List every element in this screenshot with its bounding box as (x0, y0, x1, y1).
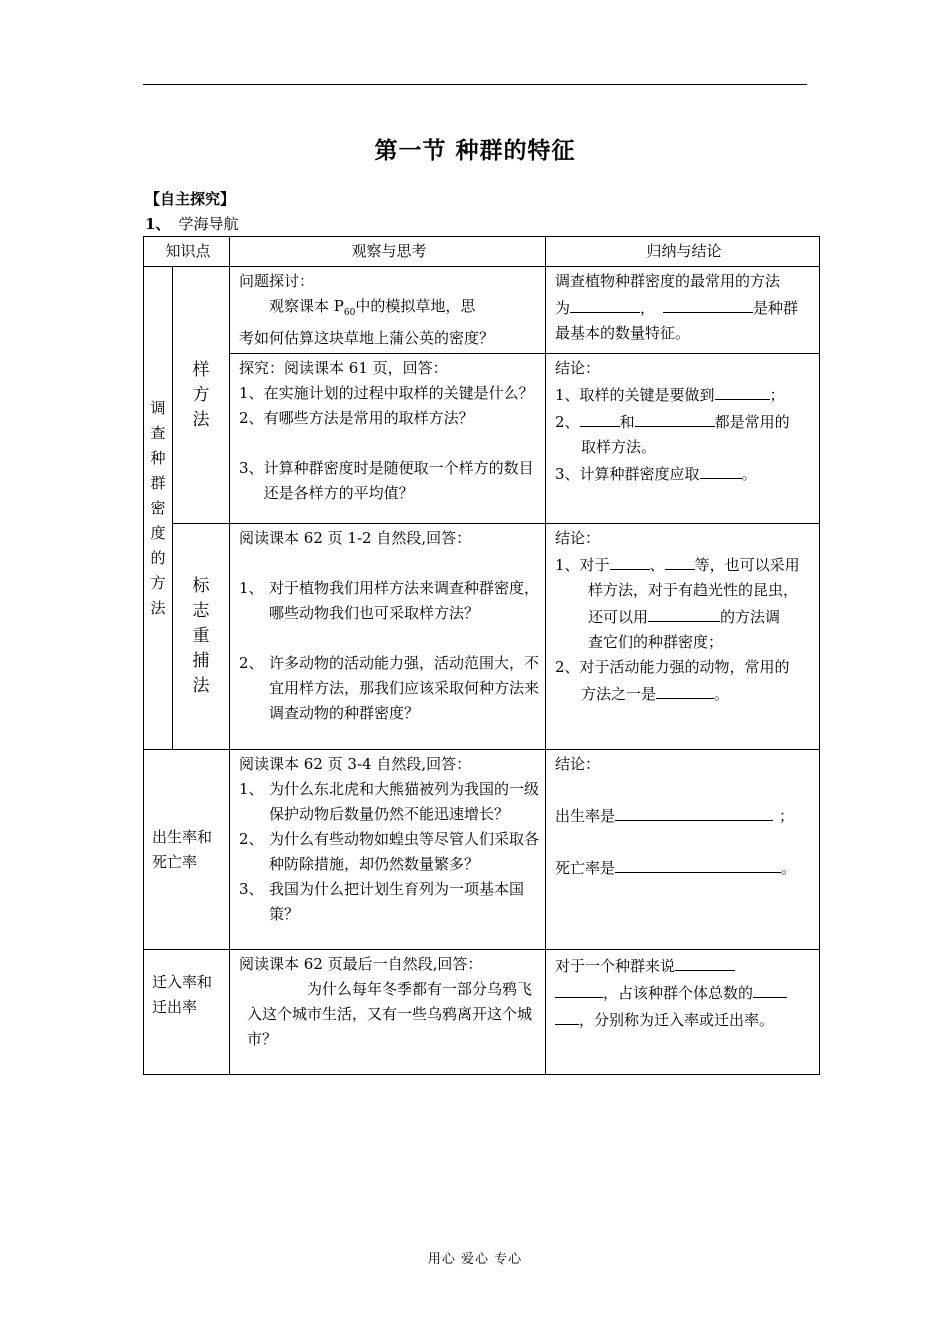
list-item (239, 406, 539, 431)
vertical-topic-label (144, 396, 172, 621)
spacer (239, 431, 539, 456)
con-line (555, 408, 813, 435)
list-item (239, 777, 539, 827)
table-header-row (144, 237, 820, 267)
fill-blank[interactable] (615, 802, 773, 821)
con-text: 还可以用 (588, 608, 649, 626)
list-item (239, 651, 539, 726)
study-table (143, 236, 820, 1075)
fill-blank[interactable] (715, 381, 770, 400)
con-line: 查它们的种群密度； (588, 633, 724, 651)
list-item (239, 381, 539, 406)
con-line: 最基本的数量特征。 (555, 324, 691, 342)
table-row (144, 354, 820, 524)
topic-migration-rate (144, 950, 230, 1075)
con-text: 、 (649, 556, 665, 574)
item-text: 我国为什么把计划生育列为一项基本国策？ (269, 880, 525, 923)
vertical-char: 法 (150, 598, 166, 617)
obs-list (239, 576, 539, 726)
obs-line (239, 294, 539, 326)
con-title: 结论： (555, 529, 601, 547)
item-text: 许多动物的活动能力强，活动范围大，不宜用样方法，那我们应该采取何种方法来调查动物的种群密度？ (269, 654, 540, 722)
item-text: 为什么有些动物如蝗虫等尽管人们采取各种防除措施，却仍然数量繁多？ (269, 830, 540, 873)
list-item (239, 456, 539, 506)
header-rule (143, 84, 807, 85)
observation-cell (230, 354, 546, 524)
vertical-sub-label (173, 574, 229, 699)
con-text: 对于一个种群来说 (555, 957, 676, 975)
fill-blank[interactable] (555, 979, 603, 998)
con-line (555, 603, 813, 630)
con-text: 1、对于 (555, 556, 610, 574)
con-line (555, 1006, 813, 1033)
conclusion-cell (546, 750, 820, 950)
item-number: 2、 (239, 830, 264, 848)
fill-blank[interactable] (555, 1006, 579, 1025)
section-heading: 【自主探究】 (145, 190, 236, 208)
vertical-char: 样 (192, 359, 210, 380)
con-line (555, 979, 813, 1006)
con-text: ，占该种群个体总数的 (603, 984, 754, 1002)
spacer (555, 829, 813, 854)
list-item (239, 576, 539, 626)
fill-blank[interactable] (580, 408, 620, 427)
con-text: ，分别称为迁入率或迁出率。 (579, 1011, 775, 1029)
con-line (555, 551, 813, 578)
item-text: 有哪些方法是常用的取样方法？ (263, 409, 474, 427)
conclusion-cell (546, 354, 820, 524)
con-text: 和 (619, 413, 635, 431)
fill-blank[interactable] (610, 551, 650, 570)
subsection-text: 学海导航 (178, 215, 239, 233)
con-text: 等，也可以采用 (694, 556, 800, 574)
vertical-char: 度 (150, 523, 166, 542)
fill-blank[interactable] (753, 979, 787, 998)
subsection-heading (145, 213, 238, 234)
obs-title: 阅读课本 62 页 1-2 自然段,回答： (239, 529, 472, 547)
item-number: 3、 (239, 459, 264, 477)
item-number: 1、 (239, 579, 264, 597)
observation-cell (230, 267, 546, 354)
header-observation: 观察与思考 (230, 237, 546, 267)
table-row (144, 750, 820, 950)
item-number: 3、 (239, 880, 264, 898)
con-text: 。 (741, 465, 757, 483)
obs-title: 阅读课本 62 页 3-4 自然段,回答： (239, 755, 472, 773)
page-subscript: 60 (343, 308, 356, 318)
con-line: 样方法，对于有趋光性的昆虫， (588, 581, 799, 599)
item-text: 在实施计划的过程中取样的关键是什么？ (263, 384, 534, 402)
item-text: 对于植物我们用样方法来调查种群密度，哪些动物我们也可采取样方法？ (269, 579, 540, 622)
fill-blank[interactable] (615, 854, 781, 873)
vertical-char: 种 (150, 448, 166, 467)
obs-text: 中的模拟草地，思 (355, 297, 476, 315)
obs-list (239, 777, 539, 927)
obs-title: 问题探讨： (239, 272, 315, 290)
con-line: 2、对于活动能力强的动物，常用的 (555, 658, 790, 676)
conclusion-cell (546, 267, 820, 354)
obs-line: 考如何估算这块草地上蒲公英的密度？ (239, 329, 495, 347)
con-text: 。 (781, 859, 797, 877)
vertical-sub-label (173, 358, 229, 433)
con-text: 1、取样的关键是要做到 (555, 386, 715, 404)
conclusion-cell (546, 950, 820, 1075)
page-title: 第一节 种群的特征 (374, 137, 576, 164)
vertical-char: 志 (192, 601, 210, 621)
con-text: ； (779, 807, 795, 825)
con-line (555, 381, 813, 408)
con-text: 出生率是 (555, 807, 616, 825)
con-line: 取样方法。 (581, 438, 657, 456)
con-line (555, 952, 813, 979)
con-text: 。 (714, 685, 730, 703)
item-number: 1、 (239, 780, 264, 798)
obs-title: 阅读课本 62 页最后一自然段,回答： (239, 955, 483, 973)
con-title: 结论： (555, 359, 601, 377)
topic-birth-death-rate (144, 750, 230, 950)
topic-label: 出生率和死亡率 (152, 827, 213, 871)
conclusion-cell (546, 524, 820, 750)
vertical-char: 方 (192, 384, 210, 405)
item-number: 1、 (239, 384, 264, 402)
fill-blank[interactable] (648, 603, 720, 622)
topic-density-methods (144, 267, 173, 750)
item-number: 2、 (239, 654, 264, 672)
con-line (555, 294, 813, 321)
vertical-char: 查 (150, 423, 166, 442)
con-text: 为 (555, 299, 571, 317)
observation-cell (230, 750, 546, 950)
list-item (239, 827, 539, 877)
item-text: 为什么东北虎和大熊猫被列为我国的一级保护动物后数量仍然不能迅速增长？ (269, 780, 540, 823)
topic-mark-recapture (173, 524, 230, 750)
observation-cell (230, 524, 546, 750)
table-row (144, 524, 820, 750)
con-text: 死亡率是 (555, 859, 616, 877)
con-text: 方法之一是 (581, 685, 657, 703)
con-text: 都是常用的 (714, 413, 790, 431)
vertical-char: 密 (150, 498, 166, 517)
fill-blank[interactable] (700, 460, 742, 479)
topic-label: 迁入率和迁出率 (152, 973, 213, 1016)
fill-blank[interactable] (656, 680, 714, 699)
list-item (239, 877, 539, 927)
con-line: 调查植物种群密度的最常用的方法 (555, 272, 781, 290)
fill-blank[interactable] (665, 551, 695, 570)
item-number: 2、 (239, 409, 264, 427)
fill-blank[interactable] (675, 952, 735, 971)
con-text: ， (640, 299, 656, 317)
con-line (555, 854, 813, 881)
con-text: 的方法调 (720, 608, 781, 626)
vertical-char: 法 (192, 676, 210, 696)
spacer (239, 551, 539, 576)
spacer (555, 777, 813, 802)
observation-cell (230, 950, 546, 1075)
vertical-char: 捕 (192, 651, 210, 671)
vertical-char: 重 (192, 626, 210, 646)
vertical-char: 标 (192, 576, 210, 596)
spacer (239, 626, 539, 651)
vertical-char: 方 (150, 573, 166, 592)
fill-blank[interactable] (663, 294, 753, 313)
item-text: 计算种群密度时是随便取一个样方的数目还是各样方的平均值？ (263, 459, 534, 502)
con-text: 3、计算种群密度应取 (555, 465, 700, 483)
table-row (144, 950, 820, 1075)
header-conclusion: 归纳与结论 (546, 237, 820, 267)
obs-text: 观察课本 P (269, 297, 344, 315)
page-footer: 用心 爱心 专心 (427, 1252, 523, 1267)
vertical-char: 群 (150, 473, 166, 492)
header-knowledge-point: 知识点 (144, 237, 230, 267)
con-text: 是种群 (753, 299, 799, 317)
fill-blank[interactable] (570, 294, 640, 313)
subsection-number: 1、 (145, 215, 171, 233)
obs-title: 探究：阅读课本 61 页，回答： (239, 359, 448, 377)
topic-quadrat-method (173, 267, 230, 524)
con-line (555, 680, 813, 707)
con-text: 2、 (555, 413, 580, 431)
vertical-char: 法 (192, 409, 210, 430)
con-line (555, 802, 813, 829)
con-title: 结论： (555, 755, 601, 773)
table-row (144, 267, 820, 354)
con-text: ； (769, 386, 785, 404)
obs-text: 为什么每年冬季都有一部分乌鸦飞入这个城市生活，又有一些乌鸦离开这个城市？ (247, 980, 533, 1048)
obs-list (239, 381, 539, 506)
vertical-char: 的 (150, 548, 166, 567)
fill-blank[interactable] (635, 408, 715, 427)
vertical-char: 调 (150, 398, 166, 417)
con-line (555, 460, 813, 487)
